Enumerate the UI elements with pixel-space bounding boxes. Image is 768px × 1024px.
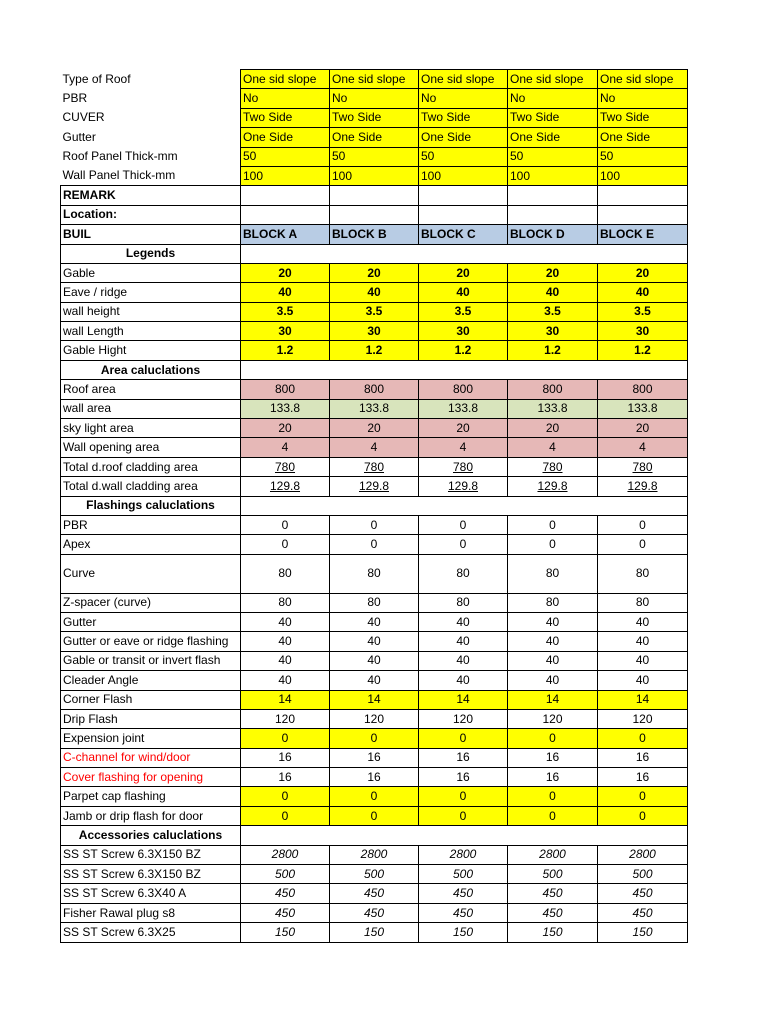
area-row (61, 419, 688, 438)
row-value: 0 (241, 787, 330, 806)
row-value: 120 (598, 709, 688, 728)
row-value: 3.5 (419, 302, 508, 321)
row-value: 40 (241, 612, 330, 631)
area-row (61, 399, 688, 418)
row-value: 450 (419, 903, 508, 922)
legends-section-title: Legends (61, 244, 241, 263)
row-value: 0 (598, 515, 688, 534)
row-label: Expension joint (61, 729, 241, 748)
row-label: Wall opening area (61, 438, 241, 457)
row-label: Eave / ridge (61, 283, 241, 302)
row-value: 20 (419, 419, 508, 438)
row-value: 3.5 (598, 302, 688, 321)
row-value: 50 (419, 147, 508, 166)
remark-label-row (61, 186, 688, 205)
row-value: 129.8 (241, 477, 330, 496)
row-value: 780 (508, 457, 598, 476)
block-name: BLOCK E (598, 225, 688, 244)
row-label: Z-spacer (curve) (61, 593, 241, 612)
row-value: 16 (508, 768, 598, 787)
row-value: 80 (419, 554, 508, 593)
row-value: 3.5 (508, 302, 598, 321)
row-value: 129.8 (508, 477, 598, 496)
row-label: Gutter (61, 612, 241, 631)
row-value: 50 (241, 147, 330, 166)
row-value: 20 (330, 419, 419, 438)
header-row (61, 89, 688, 108)
row-value: 0 (241, 515, 330, 534)
row-value: 0 (508, 729, 598, 748)
row-value: 40 (330, 651, 419, 670)
accessory-row (61, 865, 688, 884)
row-value: 2800 (598, 845, 688, 864)
row-value: 3.5 (241, 302, 330, 321)
legend-row (61, 341, 688, 360)
area-row (61, 438, 688, 457)
row-value: 80 (598, 593, 688, 612)
location-label-row (61, 205, 688, 224)
header-row (61, 108, 688, 127)
row-value: 20 (508, 263, 598, 282)
row-value: 100 (330, 166, 419, 185)
row-value: 40 (419, 651, 508, 670)
empty-cell (241, 186, 330, 205)
row-value: No (598, 89, 688, 108)
row-label: Gable or transit or invert flash (61, 651, 241, 670)
row-value: 150 (598, 923, 688, 942)
row-value: 129.8 (419, 477, 508, 496)
row-label: Fisher Rawal plug s8 (61, 903, 241, 922)
row-value: 780 (419, 457, 508, 476)
empty-cell (241, 826, 688, 845)
row-value: 30 (508, 322, 598, 341)
row-value: 20 (508, 419, 598, 438)
row-value: 16 (419, 768, 508, 787)
flashing-row (61, 593, 688, 612)
row-label: wall height (61, 302, 241, 321)
block-name: BLOCK B (330, 225, 419, 244)
header-row (61, 70, 688, 89)
row-value: 2800 (508, 845, 598, 864)
row-value: 133.8 (330, 399, 419, 418)
legends-section (61, 244, 688, 263)
row-value: 450 (508, 884, 598, 903)
row-value: One Side (330, 128, 419, 147)
row-value: 800 (330, 380, 419, 399)
row-label: CUVER (62, 110, 105, 125)
row-label: Wall Panel Thick-mm (62, 168, 176, 183)
row-value: One Side (508, 128, 598, 147)
row-value: 50 (598, 147, 688, 166)
row-value: 800 (598, 380, 688, 399)
block-name: BLOCK D (508, 225, 598, 244)
empty-cell (330, 205, 419, 224)
row-value: 16 (508, 748, 598, 767)
accessory-row (61, 903, 688, 922)
row-value: 133.8 (598, 399, 688, 418)
row-value: 80 (419, 593, 508, 612)
row-value: 0 (330, 729, 419, 748)
accessories-section (61, 826, 688, 845)
row-value: 80 (508, 593, 598, 612)
row-value: One sid slope (598, 70, 688, 89)
row-value: 40 (241, 651, 330, 670)
row-label: SS ST Screw 6.3X150 BZ (61, 865, 241, 884)
row-value: 40 (241, 283, 330, 302)
header-row (61, 166, 688, 185)
row-value: 40 (508, 651, 598, 670)
row-label: Gutter (62, 129, 96, 144)
row-label: Corner Flash (61, 690, 241, 709)
flashing-row (61, 768, 688, 787)
row-label: SS ST Screw 6.3X40 A (61, 884, 241, 903)
buil-label: BUIL (61, 225, 241, 244)
row-value: Two Side (508, 108, 598, 127)
row-value: One Side (241, 128, 330, 147)
empty-cell (508, 186, 598, 205)
legend-row (61, 263, 688, 282)
row-value: No (241, 89, 330, 108)
row-value: No (330, 89, 419, 108)
row-value: 0 (330, 535, 419, 554)
row-value: 120 (419, 709, 508, 728)
row-value: 0 (508, 806, 598, 825)
row-value: 1.2 (419, 341, 508, 360)
row-value: 4 (330, 438, 419, 457)
row-value: One sid slope (330, 70, 419, 89)
row-label: Drip Flash (61, 709, 241, 728)
header-row (61, 147, 688, 166)
flashing-row (61, 515, 688, 534)
block-header-row (61, 225, 688, 244)
row-value: 40 (598, 671, 688, 690)
row-value: 2800 (330, 845, 419, 864)
row-value: 120 (241, 709, 330, 728)
row-label: Curve (61, 554, 241, 593)
row-value: 40 (508, 632, 598, 651)
row-value: 40 (241, 671, 330, 690)
flashing-row (61, 651, 688, 670)
area-row (61, 477, 688, 496)
row-value: 30 (330, 322, 419, 341)
empty-cell (241, 205, 330, 224)
empty-cell (241, 244, 688, 263)
area-row (61, 380, 688, 399)
row-value: 1.2 (508, 341, 598, 360)
empty-cell (241, 360, 688, 379)
row-value: 150 (241, 923, 330, 942)
row-value: 40 (241, 632, 330, 651)
row-value: 14 (598, 690, 688, 709)
remark-label: REMARK (61, 186, 241, 205)
row-value: 133.8 (241, 399, 330, 418)
row-value: 16 (241, 748, 330, 767)
row-value: 780 (330, 457, 419, 476)
row-value: 40 (330, 671, 419, 690)
row-value: One sid slope (419, 70, 508, 89)
row-value: 500 (598, 865, 688, 884)
empty-cell (241, 496, 688, 515)
row-value: 16 (598, 748, 688, 767)
area-section (61, 360, 688, 379)
row-value: 0 (241, 806, 330, 825)
row-value: No (419, 89, 508, 108)
row-value: 16 (330, 748, 419, 767)
row-value: 4 (508, 438, 598, 457)
row-value: 0 (598, 806, 688, 825)
row-label: Gable (61, 263, 241, 282)
row-value: 133.8 (508, 399, 598, 418)
row-value: 800 (419, 380, 508, 399)
row-value: 0 (598, 729, 688, 748)
row-value: 129.8 (330, 477, 419, 496)
row-value: 30 (598, 322, 688, 341)
row-value: No (508, 89, 598, 108)
legend-row (61, 283, 688, 302)
empty-cell (508, 205, 598, 224)
legend-row (61, 322, 688, 341)
row-value: 450 (241, 903, 330, 922)
row-value: 450 (598, 884, 688, 903)
row-value: 0 (598, 535, 688, 554)
row-value: 80 (598, 554, 688, 593)
row-value: 0 (419, 806, 508, 825)
row-value: 40 (598, 651, 688, 670)
row-value: 20 (241, 419, 330, 438)
row-label: PBR (61, 515, 241, 534)
row-value: 20 (598, 263, 688, 282)
row-value: 120 (508, 709, 598, 728)
row-value: Two Side (330, 108, 419, 127)
row-value: One Side (598, 128, 688, 147)
row-label: Gutter or eave or ridge flashing (61, 632, 241, 651)
row-value: 150 (330, 923, 419, 942)
row-value: 16 (241, 768, 330, 787)
row-value: 0 (241, 729, 330, 748)
row-label: Parpet cap flashing (61, 787, 241, 806)
row-value: 1.2 (241, 341, 330, 360)
row-value: 1.2 (330, 341, 419, 360)
row-label: Roof Panel Thick-mm (62, 149, 178, 164)
row-value: 100 (598, 166, 688, 185)
row-value: Two Side (419, 108, 508, 127)
area-row (61, 457, 688, 476)
row-label: SS ST Screw 6.3X150 BZ (61, 845, 241, 864)
row-label: SS ST Screw 6.3X25 (61, 923, 241, 942)
flashing-row (61, 612, 688, 631)
row-label: Roof area (61, 380, 241, 399)
row-value: 40 (419, 671, 508, 690)
empty-cell (330, 186, 419, 205)
row-value: 50 (508, 147, 598, 166)
row-value: 50 (330, 147, 419, 166)
row-value: 0 (419, 535, 508, 554)
row-value: 0 (330, 806, 419, 825)
row-value: 14 (241, 690, 330, 709)
empty-cell (419, 186, 508, 205)
row-value: 100 (419, 166, 508, 185)
row-value: 500 (419, 865, 508, 884)
row-value: 450 (330, 903, 419, 922)
row-label: Apex (61, 535, 241, 554)
row-value: 150 (508, 923, 598, 942)
flashing-row (61, 806, 688, 825)
flashings-section (61, 496, 688, 515)
row-value: 40 (330, 612, 419, 631)
row-value: 0 (508, 787, 598, 806)
row-value: 20 (241, 263, 330, 282)
row-value: 40 (508, 283, 598, 302)
row-value: 800 (241, 380, 330, 399)
row-value: 0 (598, 787, 688, 806)
row-value: 40 (330, 632, 419, 651)
row-value: 450 (419, 884, 508, 903)
row-value: 133.8 (419, 399, 508, 418)
row-value: 30 (241, 322, 330, 341)
row-label: Total d.roof cladding area (61, 457, 241, 476)
row-value: 120 (330, 709, 419, 728)
row-value: 100 (508, 166, 598, 185)
row-value: 40 (330, 283, 419, 302)
row-value: 14 (508, 690, 598, 709)
row-value: 20 (598, 419, 688, 438)
row-value: 1.2 (598, 341, 688, 360)
row-value: 40 (508, 612, 598, 631)
row-value: 450 (330, 884, 419, 903)
row-value: Two Side (241, 108, 330, 127)
row-value: 20 (330, 263, 419, 282)
row-label: Cleader Angle (61, 671, 241, 690)
row-value: 16 (419, 748, 508, 767)
accessories-section-title: Accessories caluclations (61, 826, 241, 845)
flashing-row (61, 554, 688, 593)
row-value: 129.8 (598, 477, 688, 496)
row-value: 40 (598, 632, 688, 651)
accessory-row (61, 884, 688, 903)
row-label: C-channel for wind/door (61, 748, 241, 767)
row-value: 2800 (419, 845, 508, 864)
row-value: 450 (241, 884, 330, 903)
empty-cell (598, 186, 688, 205)
legend-row (61, 302, 688, 321)
row-value: 4 (241, 438, 330, 457)
block-name: BLOCK A (241, 225, 330, 244)
row-value: 14 (419, 690, 508, 709)
row-value: 40 (598, 612, 688, 631)
row-value: One sid slope (241, 70, 330, 89)
row-value: 0 (241, 535, 330, 554)
row-value: 40 (419, 612, 508, 631)
flashing-row (61, 729, 688, 748)
row-label: Gable Hight (61, 341, 241, 360)
row-value: Two Side (598, 108, 688, 127)
row-value: 40 (598, 283, 688, 302)
header-row (61, 128, 688, 147)
row-value: 4 (419, 438, 508, 457)
flashing-row (61, 787, 688, 806)
row-value: 150 (419, 923, 508, 942)
row-label: wall Length (61, 322, 241, 341)
row-label: Type of Roof (62, 71, 131, 86)
empty-cell (598, 205, 688, 224)
roof-calculation-sheet (60, 69, 688, 943)
row-value: 450 (508, 903, 598, 922)
row-value: 40 (508, 671, 598, 690)
block-name: BLOCK C (419, 225, 508, 244)
row-value: 16 (598, 768, 688, 787)
row-value: 14 (330, 690, 419, 709)
flashing-row (61, 748, 688, 767)
row-value: 40 (419, 283, 508, 302)
row-value: One Side (419, 128, 508, 147)
row-value: 16 (330, 768, 419, 787)
row-label: Cover flashing for opening (61, 768, 241, 787)
flashings-section-title: Flashings caluclations (61, 496, 241, 515)
row-label: Total d.wall cladding area (61, 477, 241, 496)
row-value: 500 (330, 865, 419, 884)
row-value: 2800 (241, 845, 330, 864)
row-value: 0 (330, 787, 419, 806)
row-value: 0 (508, 515, 598, 534)
area-section-title: Area caluclations (61, 360, 241, 379)
accessory-row (61, 845, 688, 864)
row-value: 80 (330, 554, 419, 593)
row-value: 0 (330, 515, 419, 534)
row-value: 0 (419, 787, 508, 806)
flashing-row (61, 690, 688, 709)
row-value: 500 (508, 865, 598, 884)
row-label: wall area (61, 399, 241, 418)
row-label: Jamb or drip flash for door (61, 806, 241, 825)
row-value: 0 (419, 729, 508, 748)
row-value: 450 (598, 903, 688, 922)
location-label: Location: (61, 205, 241, 224)
row-label: PBR (62, 91, 88, 106)
flashing-row (61, 632, 688, 651)
row-value: 30 (419, 322, 508, 341)
row-value: 500 (241, 865, 330, 884)
flashing-row (61, 535, 688, 554)
row-value: 0 (508, 535, 598, 554)
accessory-row (61, 923, 688, 942)
row-value: 100 (241, 166, 330, 185)
row-value: 800 (508, 380, 598, 399)
row-value: 3.5 (330, 302, 419, 321)
row-label: sky light area (61, 419, 241, 438)
row-value: 0 (419, 515, 508, 534)
row-value: 80 (330, 593, 419, 612)
row-value: 40 (419, 632, 508, 651)
row-value: 780 (241, 457, 330, 476)
row-value: 780 (598, 457, 688, 476)
row-value: 80 (508, 554, 598, 593)
empty-cell (419, 205, 508, 224)
flashing-row (61, 709, 688, 728)
row-value: 80 (241, 593, 330, 612)
row-value: 80 (241, 554, 330, 593)
flashing-row (61, 671, 688, 690)
row-value: 20 (419, 263, 508, 282)
row-value: 4 (598, 438, 688, 457)
row-value: One sid slope (508, 70, 598, 89)
